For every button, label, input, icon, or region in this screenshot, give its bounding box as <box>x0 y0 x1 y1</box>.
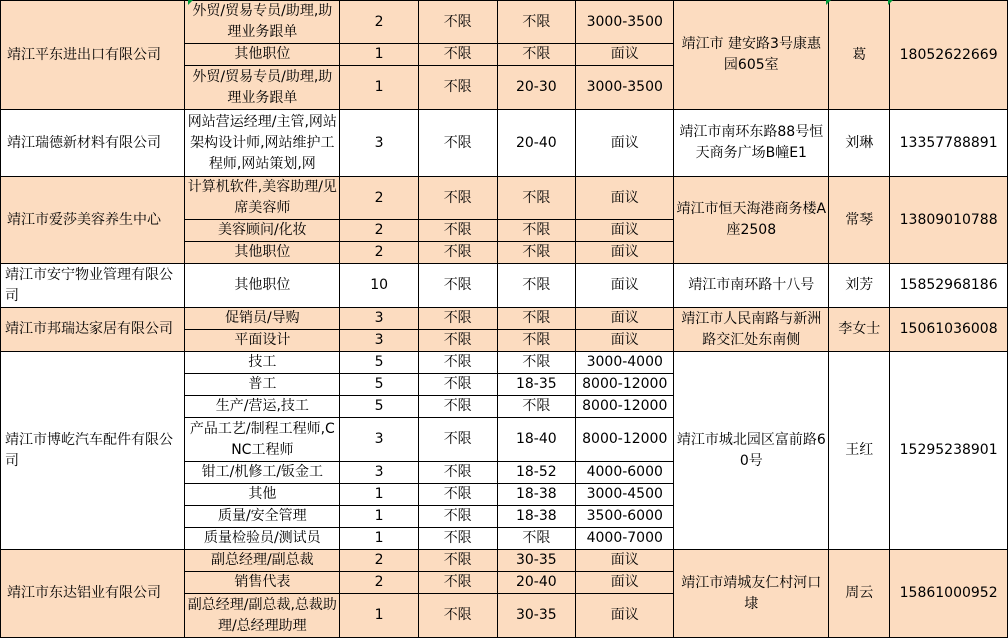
address-cell: 靖江市南环东路88号恒天商务广场B幢E1 <box>674 110 829 177</box>
phone-cell: 13809010788 <box>890 177 1008 264</box>
job-title-cell: 质量/安全管理 <box>185 506 340 528</box>
job-age-cell: 30-35 <box>497 550 576 572</box>
job-edu-cell: 不限 <box>418 66 497 110</box>
job-age-cell: 18-38 <box>497 484 576 506</box>
address-cell: 靖江市南环路十八号 <box>674 264 829 308</box>
job-title-cell: 其他职位 <box>185 242 340 264</box>
job-salary-cell: 面议 <box>576 572 674 594</box>
job-salary-cell: 8000-12000 <box>576 418 674 462</box>
job-edu-cell: 不限 <box>418 484 497 506</box>
job-count-cell: 10 <box>340 264 419 308</box>
contact-cell: 周云 <box>829 550 890 638</box>
job-edu-cell: 不限 <box>418 110 497 177</box>
job-title-cell: 其他职位 <box>185 44 340 66</box>
job-count-cell: 1 <box>340 506 419 528</box>
job-age-cell: 20-40 <box>497 110 576 177</box>
job-salary-cell: 面议 <box>576 44 674 66</box>
job-title-cell: 美容顾问/化妆 <box>185 220 340 242</box>
company-name-cell: 靖江市邦瑞达家居有限公司 <box>1 308 185 352</box>
phone-cell: 15295238901 <box>890 352 1008 550</box>
job-count-cell: 3 <box>340 308 419 330</box>
cell-marker <box>826 0 831 5</box>
job-count-cell: 3 <box>340 110 419 177</box>
contact-cell: 李女士 <box>829 308 890 352</box>
phone-cell: 15061036008 <box>890 308 1008 352</box>
address-cell: 靖江市靖城友仁村河口埭 <box>674 550 829 638</box>
table-row <box>1 352 1008 374</box>
job-age-cell: 18-35 <box>497 374 576 396</box>
job-edu-cell: 不限 <box>418 242 497 264</box>
job-title-cell: 其他职位 <box>185 264 340 308</box>
job-salary-cell: 8000-12000 <box>576 396 674 418</box>
job-title-cell: 促销员/导购 <box>185 308 340 330</box>
company-name-cell: 靖江平东进出口有限公司 <box>1 1 185 110</box>
job-salary-cell: 面议 <box>576 177 674 220</box>
job-salary-cell: 面议 <box>576 264 674 308</box>
job-count-cell: 1 <box>340 66 419 110</box>
address-cell: 靖江市人民南路与新洲路交汇处东南侧 <box>674 308 829 352</box>
job-count-cell: 3 <box>340 418 419 462</box>
job-count-cell: 2 <box>340 550 419 572</box>
job-count-cell: 3 <box>340 330 419 352</box>
address-cell: 靖江市城北园区富前路60号 <box>674 352 829 550</box>
job-title-cell: 平面设计 <box>185 330 340 352</box>
job-salary-cell: 面议 <box>576 594 674 638</box>
job-count-cell: 1 <box>340 484 419 506</box>
contact-cell: 刘芳 <box>829 264 890 308</box>
cell-marker <box>188 0 193 5</box>
job-title-cell: 技工 <box>185 352 340 374</box>
table-row <box>1 308 1008 330</box>
job-salary-cell: 3000-3500 <box>576 66 674 110</box>
job-title-cell: 外贸/贸易专员/助理,助理业务跟单 <box>185 1 340 44</box>
job-age-cell: 30-35 <box>497 594 576 638</box>
job-count-cell: 5 <box>340 374 419 396</box>
job-edu-cell: 不限 <box>418 352 497 374</box>
job-edu-cell: 不限 <box>418 418 497 462</box>
job-salary-cell: 面议 <box>576 330 674 352</box>
job-salary-cell: 8000-12000 <box>576 374 674 396</box>
job-count-cell: 1 <box>340 528 419 550</box>
job-age-cell: 不限 <box>497 1 576 44</box>
phone-cell: 15861000952 <box>890 550 1008 638</box>
job-title-cell: 其他 <box>185 484 340 506</box>
job-edu-cell: 不限 <box>418 264 497 308</box>
company-name-cell: 靖江市爱莎美容养生中心 <box>1 177 185 264</box>
job-edu-cell: 不限 <box>418 374 497 396</box>
job-title-cell: 产品工艺/制程工程师,CNC工程师 <box>185 418 340 462</box>
company-name-cell: 靖江市博屹汽车配件有限公司 <box>1 352 185 550</box>
table-row <box>1 550 1008 572</box>
job-title-cell: 副总经理/副总裁 <box>185 550 340 572</box>
job-edu-cell: 不限 <box>418 220 497 242</box>
job-edu-cell: 不限 <box>418 506 497 528</box>
table-row <box>1 1 1008 44</box>
job-salary-cell: 面议 <box>576 242 674 264</box>
job-count-cell: 1 <box>340 594 419 638</box>
job-edu-cell: 不限 <box>418 1 497 44</box>
phone-cell: 13357788891 <box>890 110 1008 177</box>
table-row <box>1 110 1008 177</box>
job-count-cell: 5 <box>340 396 419 418</box>
job-age-cell: 18-40 <box>497 418 576 462</box>
job-age-cell: 不限 <box>497 528 576 550</box>
contact-cell: 刘琳 <box>829 110 890 177</box>
job-edu-cell: 不限 <box>418 308 497 330</box>
job-title-cell: 副总经理/副总裁,总裁助理/总经理助理 <box>185 594 340 638</box>
job-edu-cell: 不限 <box>418 177 497 220</box>
job-edu-cell: 不限 <box>418 550 497 572</box>
job-count-cell: 2 <box>340 1 419 44</box>
phone-cell: 18052622669 <box>890 1 1008 110</box>
job-age-cell: 不限 <box>497 44 576 66</box>
company-name-cell: 靖江市东达铝业有限公司 <box>1 550 185 638</box>
job-edu-cell: 不限 <box>418 462 497 484</box>
job-salary-cell: 4000-6000 <box>576 462 674 484</box>
address-cell: 靖江市 建安路3号康惠园605室 <box>674 1 829 110</box>
job-salary-cell: 面议 <box>576 550 674 572</box>
job-edu-cell: 不限 <box>418 396 497 418</box>
job-title-cell: 钳工/机修工/钣金工 <box>185 462 340 484</box>
job-age-cell: 不限 <box>497 330 576 352</box>
job-edu-cell: 不限 <box>418 572 497 594</box>
job-title-cell: 普工 <box>185 374 340 396</box>
job-edu-cell: 不限 <box>418 330 497 352</box>
job-salary-cell: 4000-7000 <box>576 528 674 550</box>
job-count-cell: 1 <box>340 44 419 66</box>
job-age-cell: 18-52 <box>497 462 576 484</box>
job-title-cell: 生产/营运,技工 <box>185 396 340 418</box>
contact-cell: 常琴 <box>829 177 890 264</box>
job-count-cell: 2 <box>340 177 419 220</box>
job-title-cell: 计算机软件,美容助理/见席美容师 <box>185 177 340 220</box>
job-title-cell: 外贸/贸易专员/助理,助理业务跟单 <box>185 66 340 110</box>
job-age-cell: 不限 <box>497 308 576 330</box>
job-age-cell: 不限 <box>497 264 576 308</box>
table-row <box>1 177 1008 220</box>
company-name-cell: 靖江市安宁物业管理有限公司 <box>1 264 185 308</box>
job-count-cell: 2 <box>340 242 419 264</box>
job-salary-cell: 面议 <box>576 308 674 330</box>
job-age-cell: 不限 <box>497 177 576 220</box>
job-salary-cell: 3000-3500 <box>576 1 674 44</box>
job-edu-cell: 不限 <box>418 44 497 66</box>
job-age-cell: 不限 <box>497 220 576 242</box>
job-count-cell: 2 <box>340 220 419 242</box>
job-salary-cell: 3000-4000 <box>576 352 674 374</box>
job-salary-cell: 3000-4500 <box>576 484 674 506</box>
job-count-cell: 3 <box>340 462 419 484</box>
job-edu-cell: 不限 <box>418 594 497 638</box>
contact-cell: 王红 <box>829 352 890 550</box>
job-salary-cell: 3500-6000 <box>576 506 674 528</box>
job-age-cell: 不限 <box>497 242 576 264</box>
job-age-cell: 20-40 <box>497 572 576 594</box>
job-count-cell: 5 <box>340 352 419 374</box>
job-title-cell: 销售代表 <box>185 572 340 594</box>
job-salary-cell: 面议 <box>576 110 674 177</box>
address-cell: 靖江市恒天海港商务楼A座2508 <box>674 177 829 264</box>
phone-cell: 15852968186 <box>890 264 1008 308</box>
cell-marker <box>888 0 893 5</box>
job-age-cell: 不限 <box>497 396 576 418</box>
contact-cell: 葛 <box>829 1 890 110</box>
table-row <box>1 264 1008 308</box>
job-title-cell: 质量检验员/测试员 <box>185 528 340 550</box>
job-count-cell: 2 <box>340 572 419 594</box>
job-title-cell: 网站营运经理/主管,网站架构设计师,网站维护工程师,网站策划,网 <box>185 110 340 177</box>
job-salary-cell: 面议 <box>576 220 674 242</box>
job-age-cell: 不限 <box>497 352 576 374</box>
company-name-cell: 靖江瑞德新材料有限公司 <box>1 110 185 177</box>
job-age-cell: 20-30 <box>497 66 576 110</box>
job-edu-cell: 不限 <box>418 528 497 550</box>
job-age-cell: 18-38 <box>497 506 576 528</box>
